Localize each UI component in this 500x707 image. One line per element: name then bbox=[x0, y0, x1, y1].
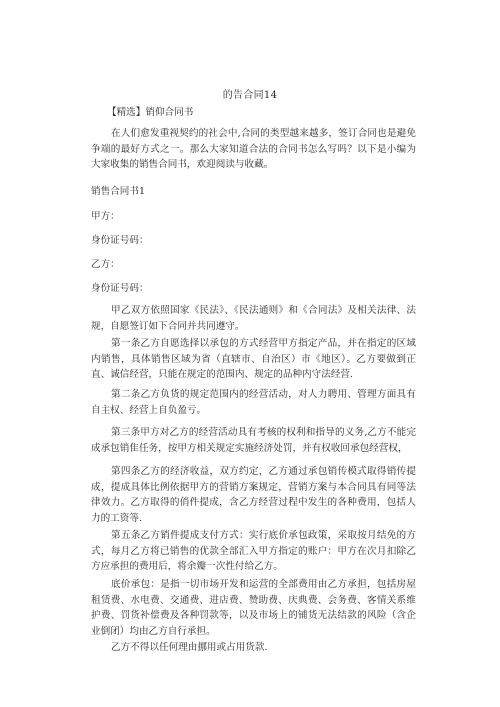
clause-paragraph: 第五条乙方销件提成支付方式：实行底价承包政策，采取按月结免的方式，每月乙方将已销售的优款全部汇入甲方指定的账户：甲方在次月扣除乙方应承担的费用后，将余瓣一次性付给乙方。 bbox=[91, 530, 416, 572]
section-heading: 销售合同书1 bbox=[91, 186, 146, 197]
clause-paragraph: 甲乙双方依照国家《民法》、《民法通则》和《合同法》及相关法律、法规，自愿签订如下合同并共同遵守。 bbox=[91, 305, 416, 332]
clause-paragraph: 乙方不得以任何理由挪用或占用货款. bbox=[111, 642, 268, 653]
clause-paragraph: 第一条乙方自愿选择以承包的方式经营甲方指定产品，并在指定的区域内销售，具体销售区域为省（直辖市、自治区）市《地区）。乙方要做到正直、诚信经营，只能在规定的范围内、规定的品种内守法经营. bbox=[91, 338, 416, 380]
party-a-label: 甲方： bbox=[91, 211, 120, 222]
party-b-id-label: 身份证号码： bbox=[91, 283, 149, 294]
document-title: 的告合同14 bbox=[222, 90, 278, 101]
party-b-label: 乙方： bbox=[91, 259, 120, 270]
clause-paragraph: 底价承包：是指一切市场开发和运营的全部费用由乙方承担，包括房屋租赁费、水电费、交通费、进店费、赞助费、庆典费、会务费、客情关系维护费、罚货补偿费及各种罚款等，以及市场上的铺货无法结款的风险（含企业倒闭）均由乙方自行承担。 bbox=[91, 579, 416, 637]
intro-paragraph: 在人们愈发重视契约的社会中,合同的类型越来越多，签订合同也是避免争端的最好方式之一。那么大家知道合法的合同书怎么写吗？以下是小编为大家收集的销售合同书，欢迎阅读与收藏。 bbox=[91, 128, 416, 170]
clause-paragraph: 第四条乙方的经济收益，双方约定，乙方通过承包销传模式取得销传提成，提成具体比例依据甲方的营销方案规定，营销方案与本合同具有同等法律效力。乙方取得的俏件提成，含乙方经营过程中发生的各种费用，包括人力的工资等. bbox=[91, 466, 416, 524]
clause-paragraph: 第三条甲方对乙方的经营活动具有考核的权利和指导的义务,乙方不能完成承包销隹任务，按甲方相关规定实施经济处罚，并有权收回承包经营权， bbox=[91, 427, 416, 454]
party-a-id-label: 身份证号码： bbox=[91, 235, 149, 246]
document-subtitle: 【精选】销仰合同书 bbox=[107, 107, 194, 118]
clause-paragraph: 第二条乙方负货的规定范围内的经营活动，对人力聘用、管理方面具有自主权、经营上自负盈亏。 bbox=[91, 389, 416, 416]
